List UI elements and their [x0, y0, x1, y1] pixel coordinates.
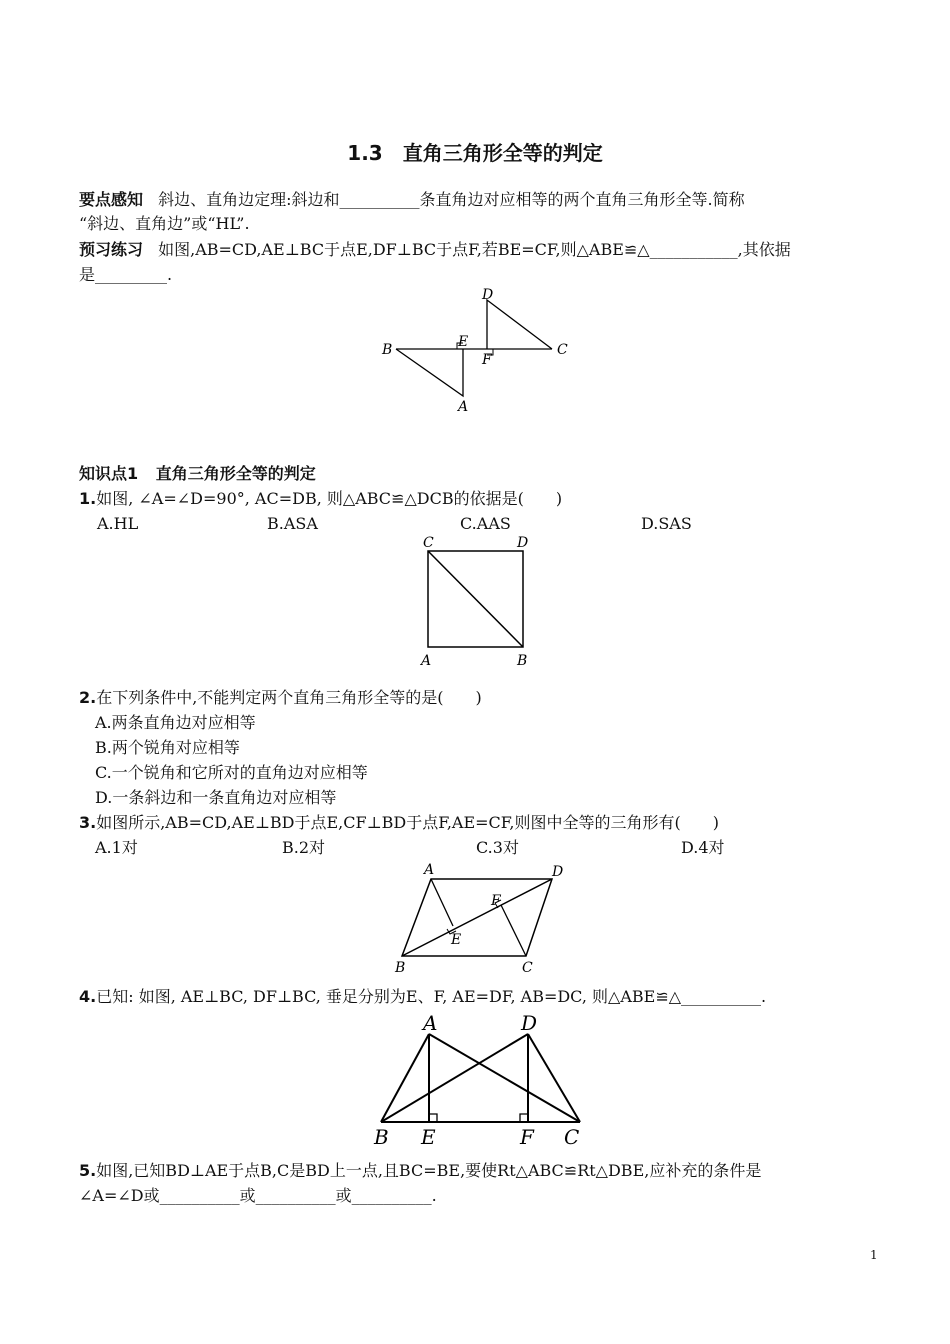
q1-stem-line	[79, 487, 562, 511]
segment-ab	[381, 1034, 429, 1122]
q3-option-c: C.3对	[476, 838, 519, 857]
section-title: 直角三角形全等的判定	[155, 464, 316, 483]
q5-number: 5.	[79, 1161, 97, 1180]
q2-number: 2.	[79, 688, 97, 707]
q5-stem-line-1	[79, 1159, 761, 1183]
label-d: D	[552, 864, 564, 880]
label-e: E	[458, 334, 469, 350]
label-f: F	[491, 893, 501, 909]
label-b: B	[374, 1125, 389, 1149]
q4-stem-line	[79, 985, 766, 1009]
label-a: A	[423, 1011, 438, 1035]
q1-option-a: A.HL	[97, 514, 139, 533]
label-e: E	[451, 932, 462, 948]
q3-option-d: D.4对	[681, 838, 725, 857]
q2-option-c: C.一个锐角和它所对的直角边对应相等	[95, 763, 368, 782]
q4-number: 4.	[79, 987, 97, 1006]
key-points-label: 要点感知	[79, 190, 144, 209]
label-a: A	[424, 862, 435, 878]
q1-option-d: D.SAS	[641, 514, 692, 533]
diagonal-cb	[428, 551, 523, 647]
section-label: 知识点1	[79, 464, 139, 483]
segment-dc	[528, 1034, 580, 1122]
q3-stem: 如图所示,AB=CD,AE⊥BD于点E,CF⊥BD于点F,AE=CF,则图中全等的三角形有( )	[96, 813, 719, 832]
preview-label: 预习练习	[79, 240, 144, 259]
q1-option-b: B.ASA	[267, 514, 318, 533]
q2-option-b: B.两个锐角对应相等	[95, 738, 240, 757]
label-c: C	[423, 535, 434, 551]
q3-option-a: A.1对	[95, 838, 138, 857]
key-points-line-1	[79, 188, 745, 212]
q3-stem-line	[79, 811, 719, 835]
label-c: C	[564, 1125, 580, 1149]
q5-stem: 如图,已知BD⊥AE于点B,C是BD上一点,且BC=BE,要使Rt△ABC≌Rt△DBE,应补充的条件是	[96, 1161, 762, 1180]
q1-figure	[415, 532, 545, 672]
label-a: A	[458, 399, 469, 415]
page-number: 1	[870, 1248, 878, 1262]
label-f: F	[520, 1125, 534, 1149]
label-a: A	[421, 653, 432, 669]
label-e: E	[421, 1125, 436, 1149]
q2-stem: 在下列条件中,不能判定两个直角三角形全等的是( )	[96, 688, 482, 707]
q4-stem: 已知: 如图, AE⊥BC, DF⊥BC, 垂足分别为E、F, AE=DF, AB=DC, 则△ABE≌△__________.	[96, 987, 767, 1006]
q1-number: 1.	[79, 489, 97, 508]
triangle-abe	[396, 349, 463, 396]
preview-figure	[370, 280, 590, 420]
q1-option-c: C.AAS	[460, 514, 511, 533]
q3-number: 3.	[79, 813, 97, 832]
page-title: 1.3 直角三角形全等的判定	[347, 141, 603, 165]
key-points-text: 斜边、直角边定理:斜边和__________条直角边对应相等的两个直角三角形全等.简称	[158, 190, 745, 209]
q1-stem: 如图, ∠A=∠D=90°, AC=DB, 则△ABC≌△DCB的依据是( )	[96, 489, 563, 508]
preview-line-1	[79, 238, 791, 262]
q5-stem-line-2: ∠A=∠D或__________或__________或__________.	[79, 1186, 437, 1205]
key-points-line-2: “斜边、直角边”或“HL”.	[79, 214, 250, 233]
preview-line-2: 是_________.	[79, 265, 173, 284]
label-b: B	[382, 342, 393, 358]
label-d: D	[521, 1011, 538, 1035]
preview-text: 如图,AB=CD,AE⊥BC于点E,DF⊥BC于点F,若BE=CF,则△ABE≌△___________,其依据	[158, 240, 791, 259]
label-c: C	[522, 960, 533, 976]
label-b: B	[517, 653, 528, 669]
q2-stem-line	[79, 686, 482, 710]
right-angle-mark-e	[429, 1114, 437, 1122]
perpendicular-ae	[431, 879, 453, 926]
q3-figure	[390, 858, 580, 978]
section-heading	[79, 462, 316, 486]
label-d: D	[482, 287, 494, 303]
q2-option-d: D.一条斜边和一条直角边对应相等	[95, 788, 337, 807]
label-b: B	[395, 960, 406, 976]
q2-option-a: A.两条直角边对应相等	[95, 713, 256, 732]
perpendicular-cf	[501, 905, 526, 956]
q4-figure	[368, 1008, 593, 1148]
right-angle-mark-f	[520, 1114, 528, 1122]
label-f: F	[482, 352, 492, 368]
label-c: C	[557, 342, 568, 358]
label-d: D	[517, 535, 529, 551]
triangle-dfc	[487, 300, 552, 349]
q3-option-b: B.2对	[282, 838, 326, 857]
